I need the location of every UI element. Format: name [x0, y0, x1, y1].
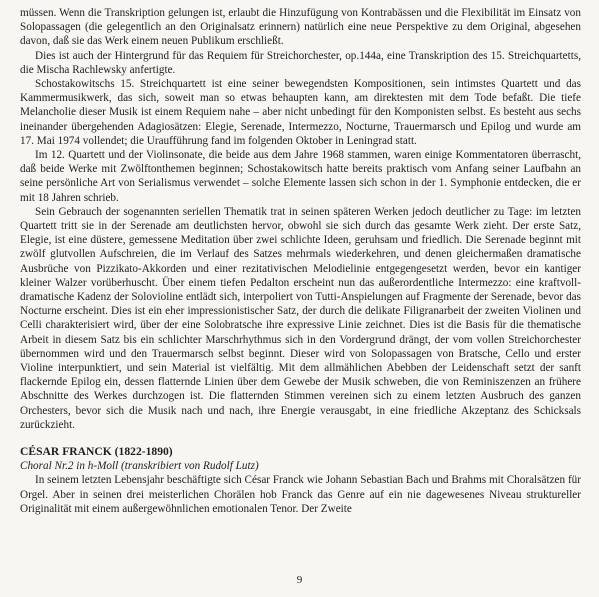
paragraph-quartet-15: Schostakowitschs 15. Streichquartett ist eine seiner bewegendsten Kompositionen, sein intimstes Quartett und das Kammermusikwerk, das sich, soweit man so etwas behaupten kann, am direktesten mit dem Tode befaßt. Die tiefe Melancholie dieser Musik ist einem Requiem nahe – aber nicht unbedingt für den Komponisten selbst. Es besteht aus sechs ineinander übergehenden Adagiosätzen: Elegie, Serenade, Intermezzo, Nocturne, Trauermarsch und Epilog und wurde am 17. Mai 1974 vollendet; die Uraufführung fand im folgenden Oktober in Leningrad statt.	[20, 78, 581, 147]
paragraph-serialism: Im 12. Quartett und der Violinsonate, die beide aus dem Jahre 1968 stammen, waren einige Kommentatoren überrascht, daß beide Werke mit Zwölftonthemen beginnen; Schostakowitsch hatte bereits praktisch vom Anfang seiner Laufbahn an seine persönliche Art von Serialismus verwendet – solche Elemente lassen sich schon in der 1. Symphonie entdecken, die er mit 18 Jahren schrieb.	[20, 149, 581, 204]
page-number: 9	[296, 574, 303, 586]
section-subheading-choral: Choral Nr.2 in h-Moll (transkribiert von Rudolf Lutz)	[20, 460, 259, 473]
body-text	[20, 6, 581, 516]
paragraph-movements: Sein Gebrauch der sogenannten seriellen Thematik trat in seinen späteren Werken jedoch deutlicher zu Tage: im letzten Quartett tritt sie in der Serenade am deutlichsten hervor, obwohl sie sich durch das gesamte Werk zieht. Der erste Satz, Elegie, ist eine düstere, gemessene Meditation über zwei schlichte Ideen, geruhsam und friedlich. Die Serenade beginnt mit zwölf glutvollen Aufschreien, die im Verlauf des Satzes mehrmals wiederkehren, und denen gleichermaßen dramatische Ausbrüche von Pizzikato-Akkorden und einer rezitativischen Melodielinie entgegengesetzt werden, bevor ein kantiger kleiner Walzer vorüberhuscht. Über einem tiefen Pedalton erscheint nun das außerordentliche Intermezzo: eine kraftvoll-dramatische Kadenz der Solovioline entlädt sich, interpoliert von Tutti-Anspielungen auf Fragmente der Serenade, bevor das Nocturne erscheint. Dies ist ein eher impressionistischer Satz, der durch die delikate Filigranarbeit der zweiten Violinen und Celli charakterisiert wird, über der eine Solobratsche ihre expressive Linie zeichnet. Dies ist die Basis für die thematische Arbeit in diesem Satz bis ein schlichter Marschrhythmus sich in den Vordergrund drängt, der vom vollen Streichorchester übernommen wird und den Trauermarsch selbst beginnt. Dieser wird von Solopassagen von Bratsche, Cello und erster Violine interpunktiert, und sein Material ist vielfältig. Mit dem allmählichen Abebben der Leidenschaft setzt der sanft flackernde Epilog ein, dessen flatternde Linien über dem Gewebe der Musik schweben, die von Reminiszenzen an frühere Abschnitte des Werkes durchzogen ist. Die flatternden Stimmen vereinen sich zu einem letzten Ausbruch des ganzen Orchesters, bevor sich die Musik nach und nach, ihre Energie verausgabt, in eine friedliche Akzeptanz des Schicksals zurückzieht.	[20, 205, 581, 431]
paragraph-requiem-background: Dies ist auch der Hintergrund für das Requiem für Streichorchester, op.144a, eine Transkription des 15. Streichquartetts, die Mischa Rachlewsky anfertigte.	[20, 49, 581, 76]
section-heading-franck: CÉSAR FRANCK (1822-1890)	[20, 445, 173, 459]
paragraph-transcription-intro: müssen. Wenn die Transkription gelungen ist, erlaubt die Hinzufügung von Kontrabässen und die Flexibilität im Einsatz von Solopassagen (die gelegentlich an den Originalsatz erinnern) natürlich eine neue Perspektive zu dem Original, abgesehen davon, daß sie das Werk einem neuen Publikum erschließt.	[20, 7, 581, 48]
paragraph-franck-intro: In seinem letzten Lebensjahr beschäftigte sich César Franck wie Johann Sebastian Bach und Brahms mit Choralsätzen für Orgel. Aber in seinen drei meisterlichen Chorälen hob Franck das Genre auf ein nie dagewesenes Niveau struktureller Originalität mit einem außergewöhnlichen emotionalen Tenor. Der Zweite	[20, 474, 581, 515]
